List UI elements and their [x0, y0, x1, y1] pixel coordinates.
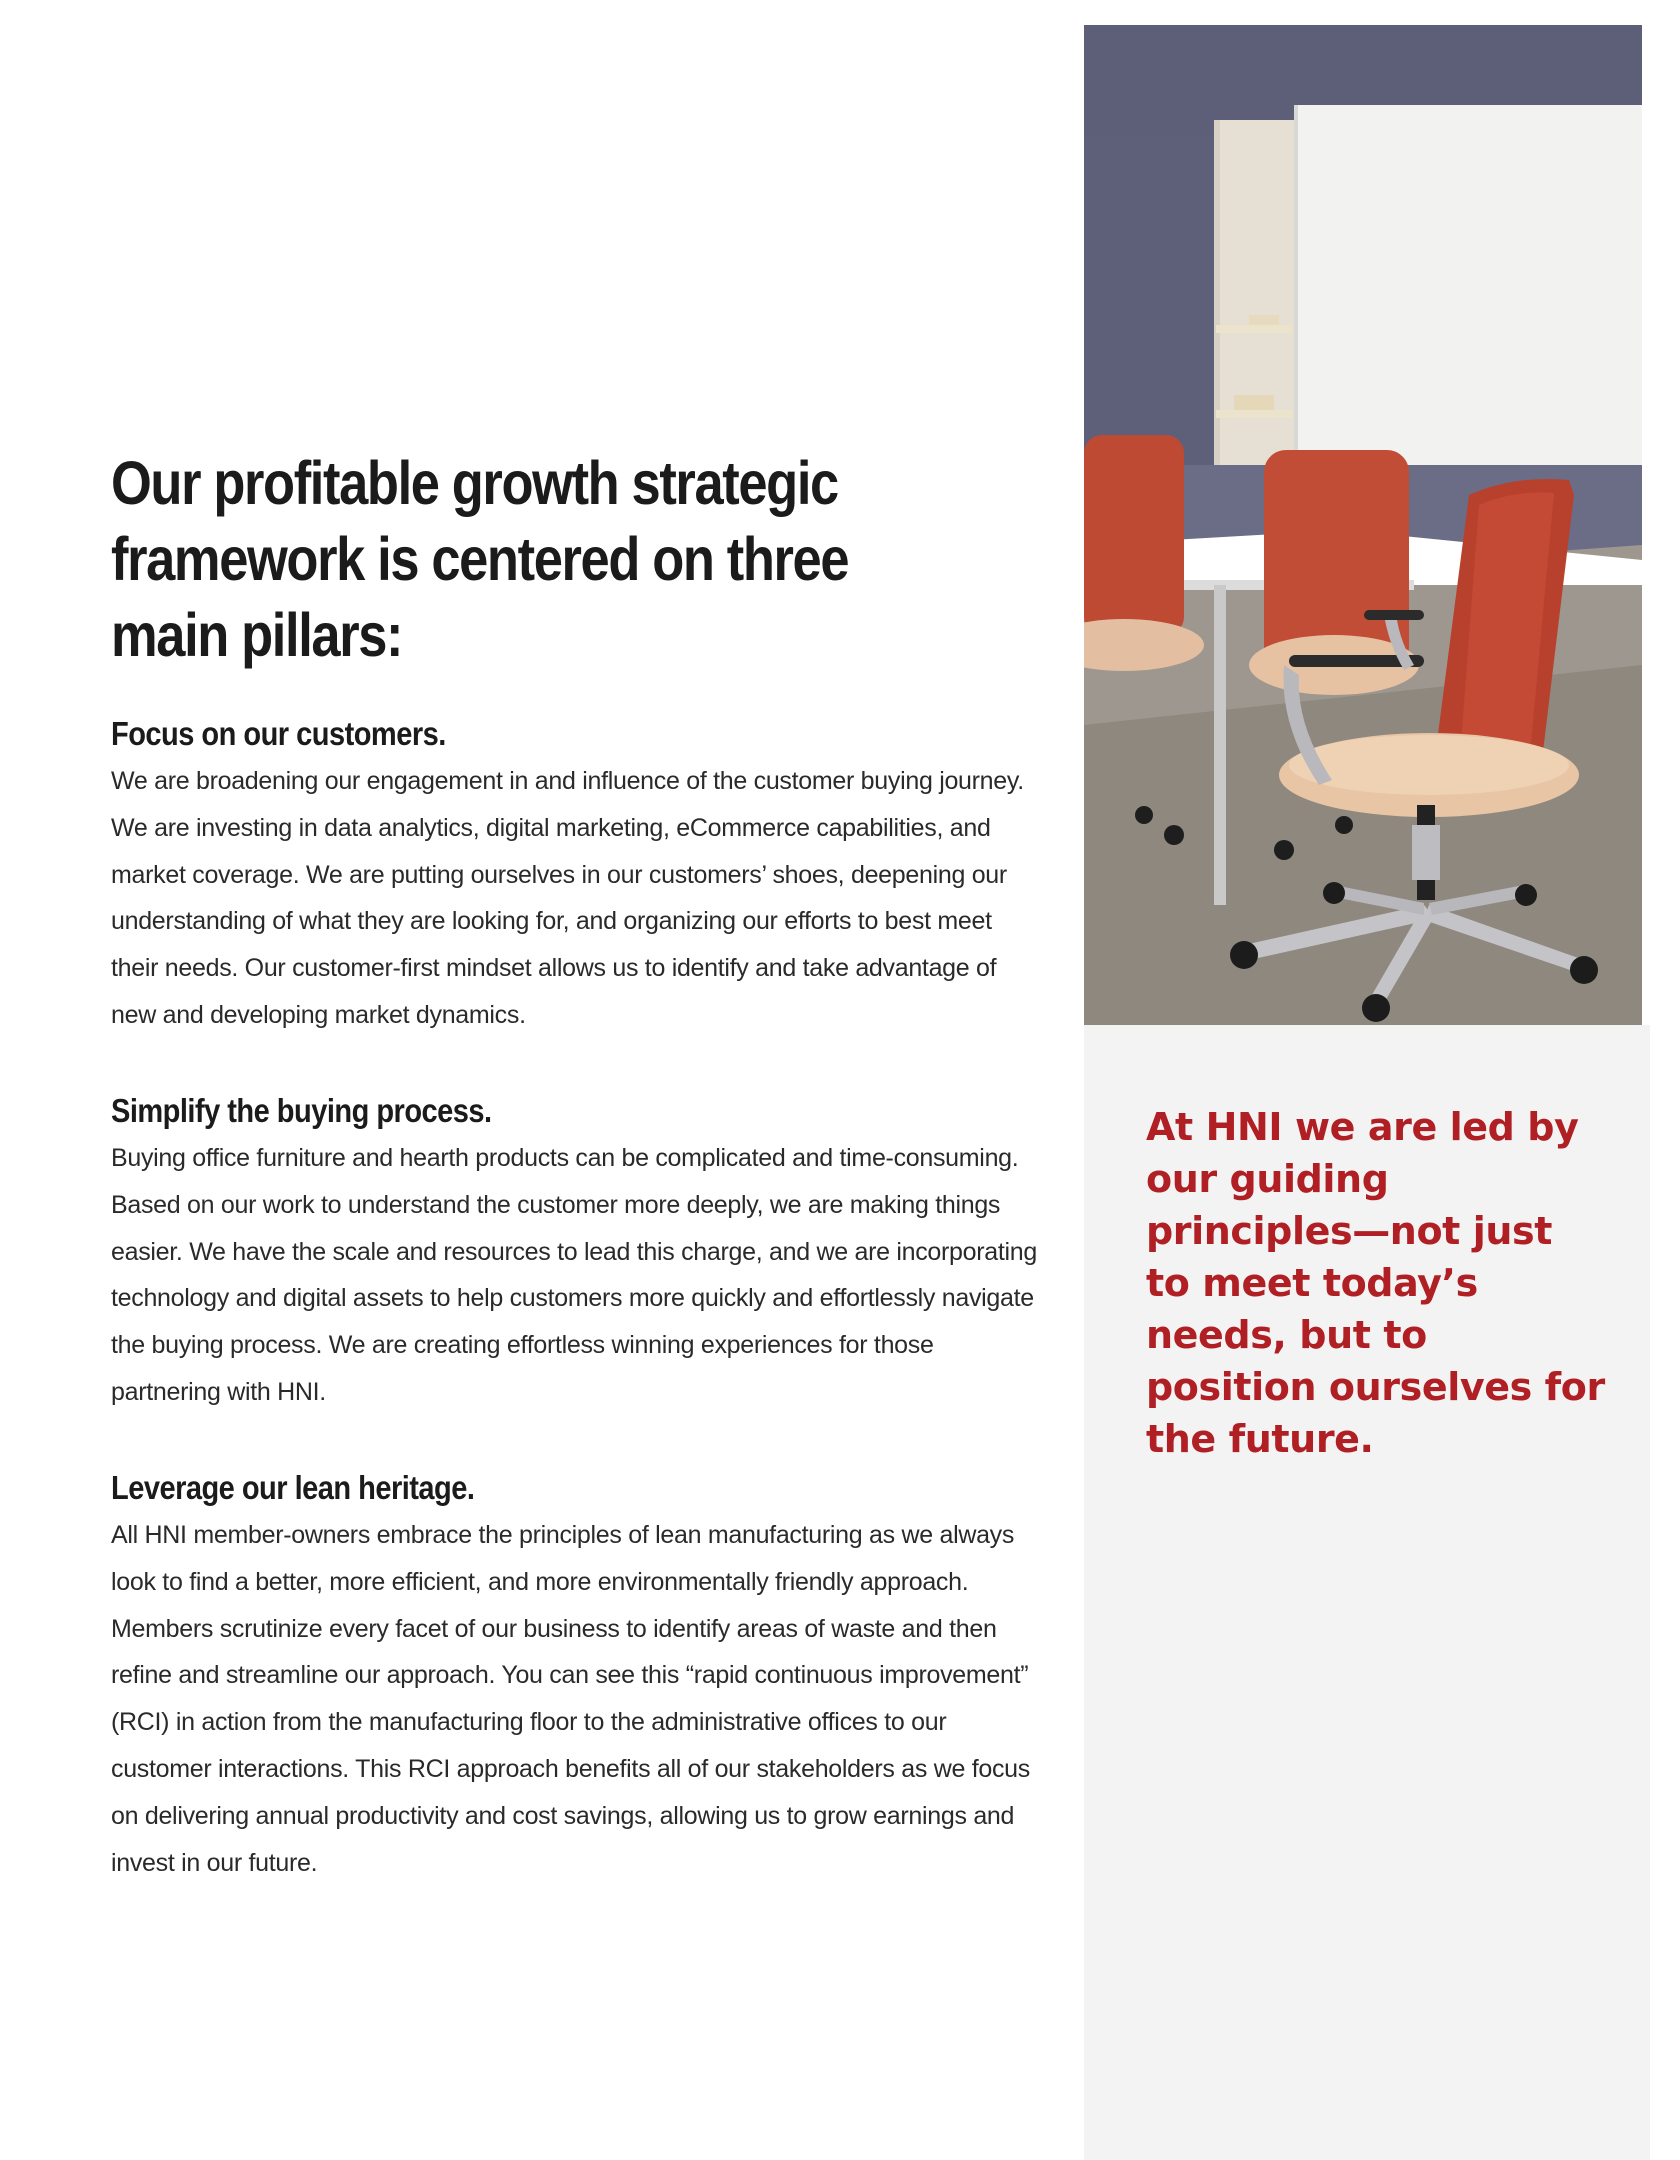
pillar-heading: Focus on our customers.	[111, 715, 446, 752]
main-content	[111, 445, 1041, 673]
office-chair-photo	[1084, 25, 1642, 1025]
pull-quote: At HNI we are led by our guiding principles—not just to meet today’s needs, but to position ourselves for the future.	[1146, 1105, 1605, 1461]
pillar-body: Buying office furniture and hearth products can be complicated and time-consuming. Based on our work to understand the customer more deeply, we are making things easier. We have the scale and resources to lead this charge, and we are incorporating technology and digital assets to help customers more quickly and effortlessly navigate the buying process. We are creating effortless winning experiences for those partnering with HNI.	[111, 1144, 1037, 1406]
pillar-body: All HNI member-owners embrace the principles of lean manufacturing as we always look to find a better, more efficient, and more environmentally friendly approach. Members scrutinize every facet of our business to identify areas of waste and then refine and streamline our approach. You can see this “rapid continuous improvement” (RCI) in action from the manufacturing floor to the administrative offices to our customer interactions. This RCI approach benefits all of our stakeholders as we focus on delivering annual productivity and cost savings, allowing us to grow earnings and invest in our future.	[111, 1521, 1030, 1877]
pillar-section-lean-heritage	[111, 1466, 1041, 1886]
pillar-section-customers	[111, 712, 1041, 1039]
pillar-body: We are broadening our engagement in and influence of the customer buying journey. We are investing in data analytics, digital marketing, eCommerce capabilities, and market coverage. We are putting ourselves in our customers’ shoes, deepening our understanding of what they are looking for, and organizing our efforts to best meet their needs. Our customer-first mindset allows us to identify and take advantage of new and developing market dynamics.	[111, 767, 1024, 1029]
pillar-heading: Simplify the buying process.	[111, 1092, 492, 1129]
pillar-section-buying-process	[111, 1089, 1041, 1416]
pillar-heading: Leverage our lean heritage.	[111, 1469, 475, 1506]
page-title: Our profitable growth strategic framework is centered on three main pillars:	[111, 449, 849, 669]
